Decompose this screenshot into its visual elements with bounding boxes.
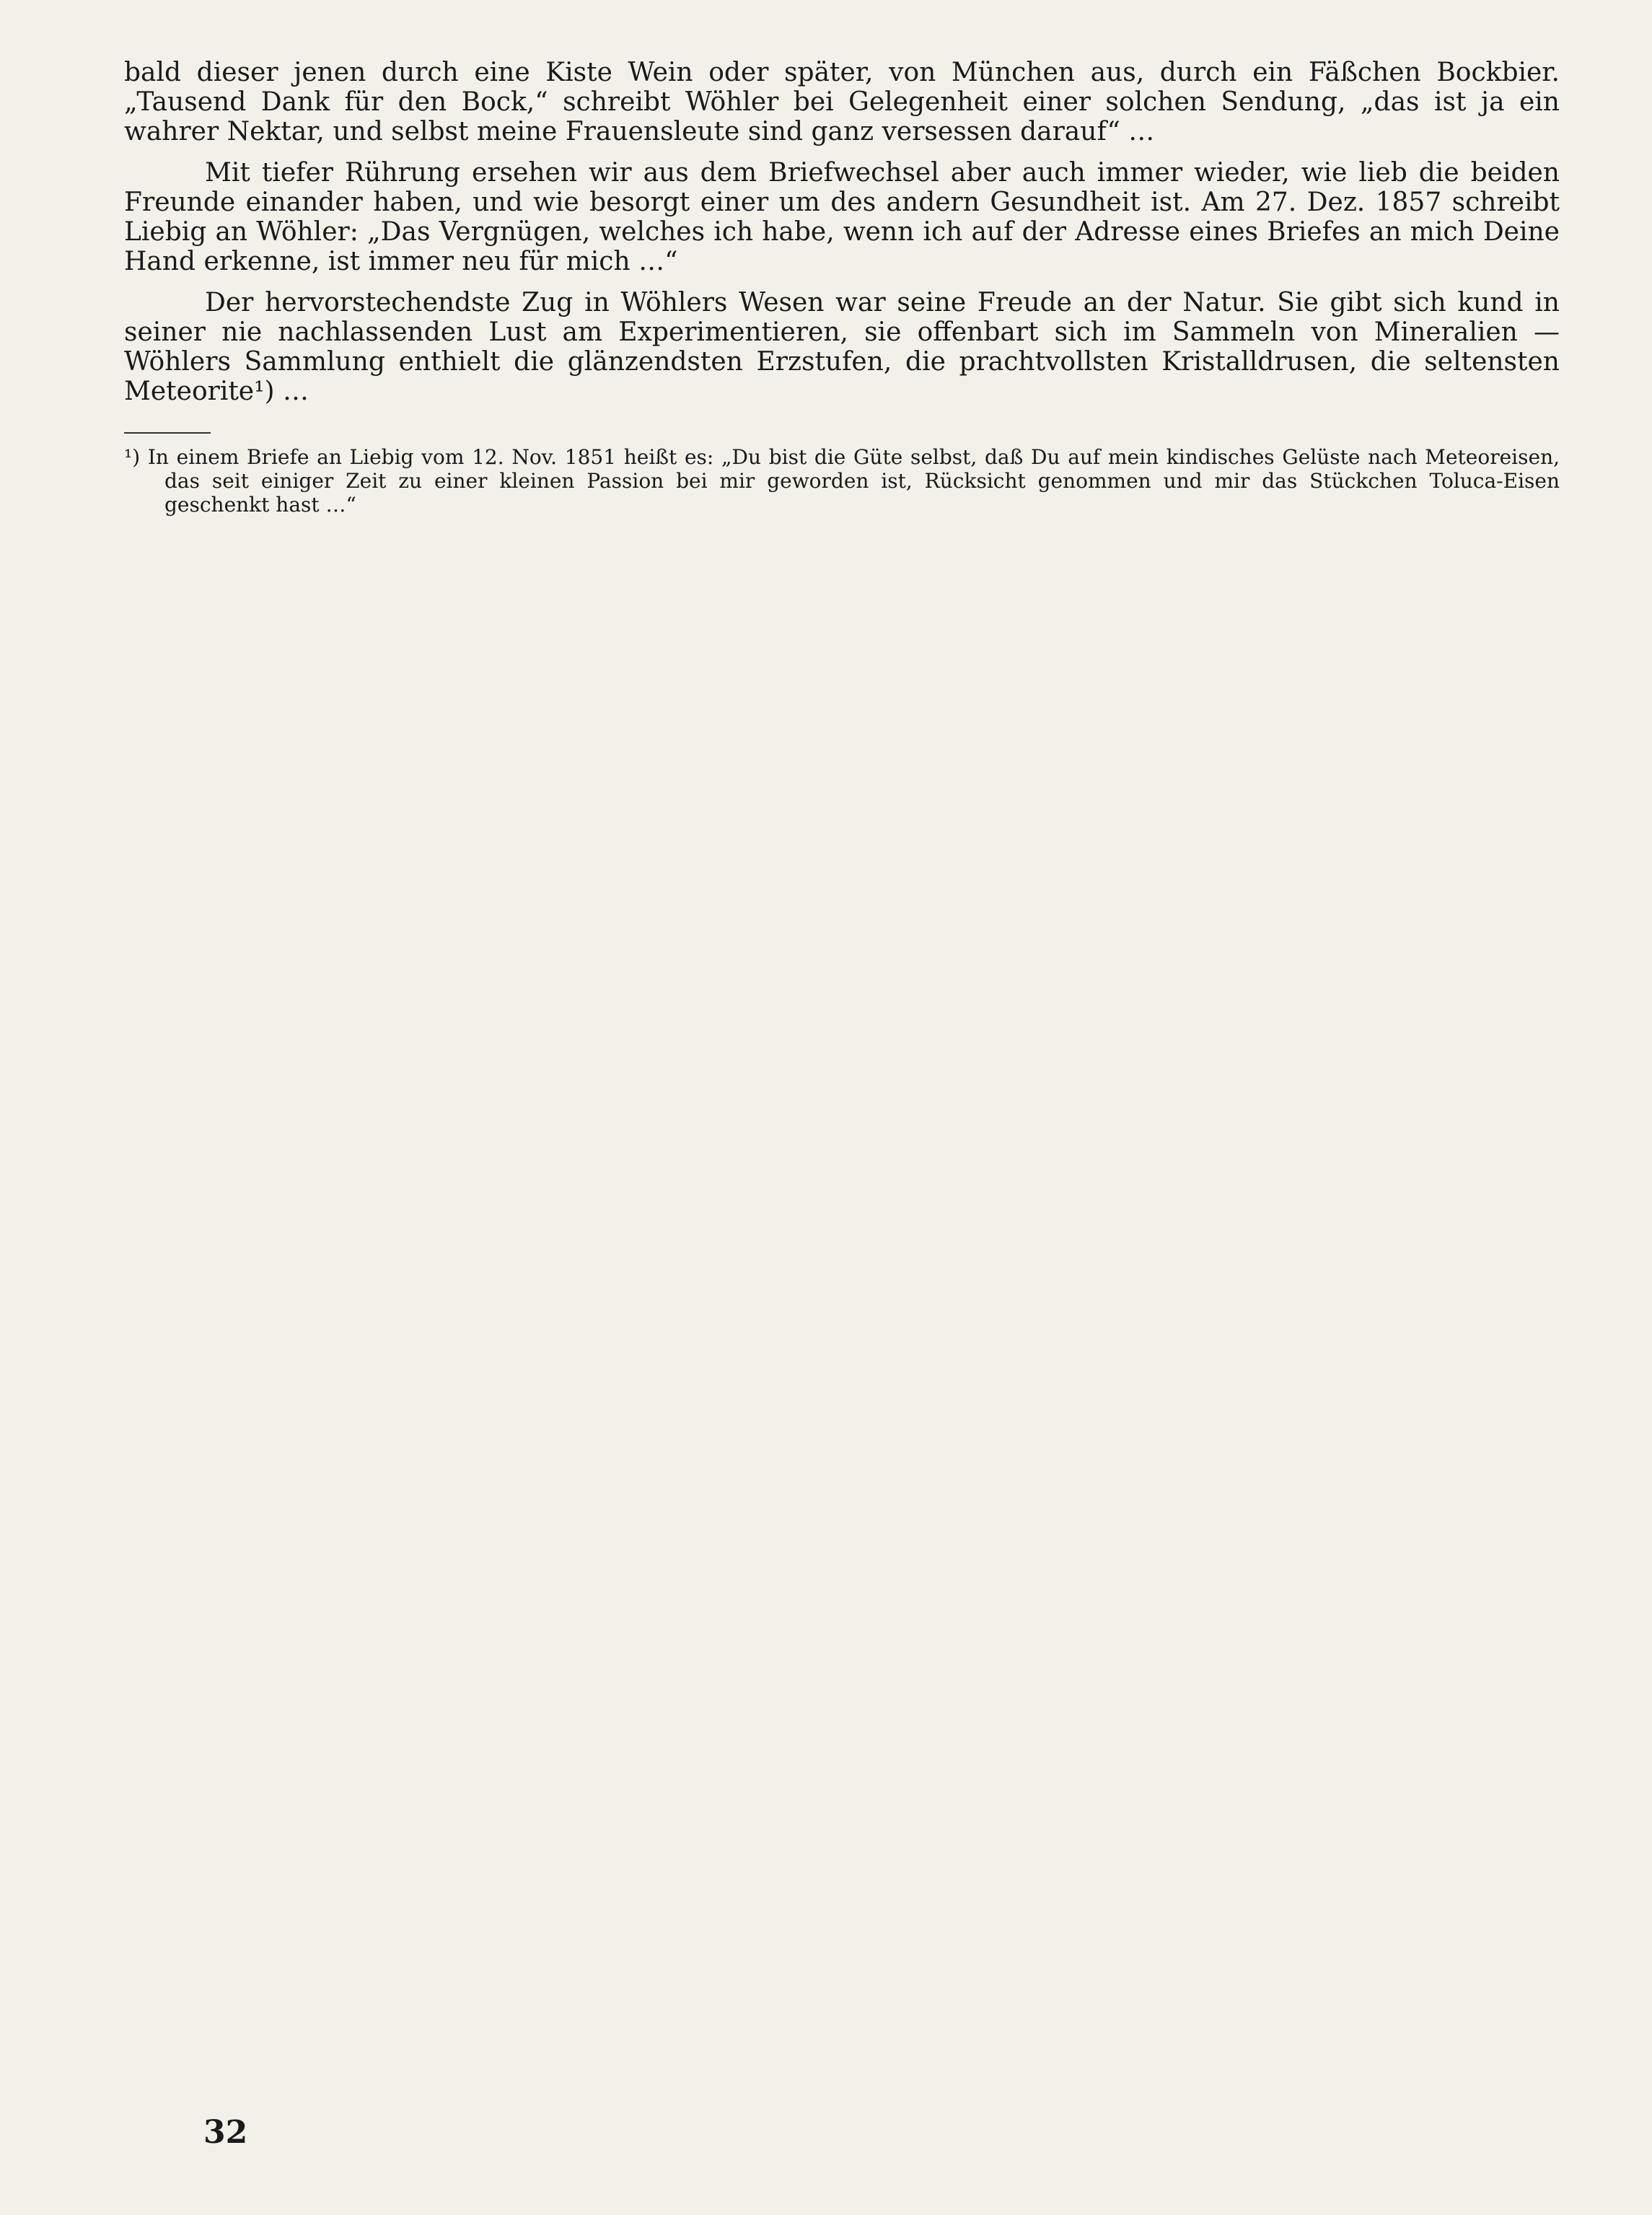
footnote-divider (124, 432, 211, 434)
footnote-1: ¹) In einem Briefe an Liebig vom 12. Nov. 1851 heißt es: „Du bist die Güte selbst, daß Du auf mein kindisches Gelüste nach Meteoreisen, das seit einiger Zeit zu einer kleinen Passion bei mir geworden ist, Rücksicht genommen und mir das Stückchen Toluca-Eisen geschenkt hast …“ (124, 445, 1560, 517)
paragraph-3: Der hervorstechendste Zug in Wöhlers Wesen war seine Freude an der Natur. Sie gibt sich kund in seiner nie nachlassenden Lust am Experimentieren, sie offenbart sich im Sammeln von Mineralien — Wöhlers Sammlung enthielt die glänzendsten Erzstufen, die prachtvollsten Kristalldrusen, die seltensten Meteorite¹) … (124, 288, 1560, 406)
paragraph-2: Mit tiefer Rührung ersehen wir aus dem Briefwechsel aber auch immer wieder, wie lieb die beiden Freunde einander haben, und wie besorgt einer um des andern Gesundheit ist. Am 27. Dez. 1857 schreibt Liebig an Wöhler: „Das Vergnügen, welches ich habe, wenn ich auf der Adresse eines Briefes an mich Deine Hand erkenne, ist immer neu für mich …“ (124, 158, 1560, 276)
paragraph-1: bald dieser jenen durch eine Kiste Wein oder später, von München aus, durch ein Fäßchen Bockbier. „Tausend Dank für den Bock,“ schreibt Wöhler bei Gelegenheit einer solchen Sendung, „das ist ja ein wahrer Nektar, und selbst meine Frauensleute sind ganz versessen darauf“ … (124, 58, 1560, 146)
page-number: 32 (203, 2114, 248, 2151)
page-content (124, 58, 1560, 517)
